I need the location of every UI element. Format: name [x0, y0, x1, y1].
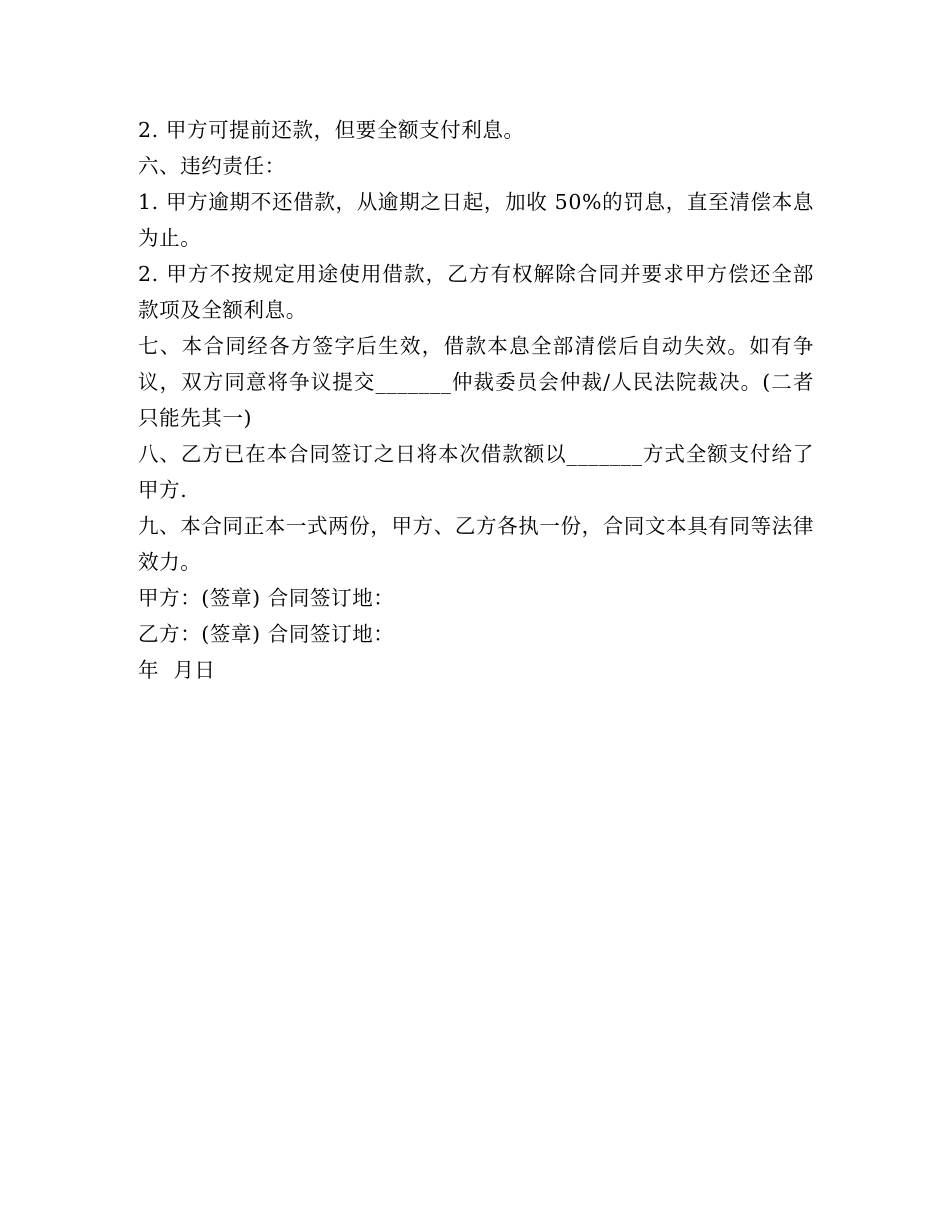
section-heading-breach-liability: 六、违约责任：: [138, 154, 286, 178]
clause-payment-method: 八、乙方已在本合同签订之日将本次借款额以_______方式全额支付给了甲方.: [138, 442, 814, 502]
signature-line-party-b: 乙方：(签章) 合同签订地：: [138, 622, 395, 646]
clause-effect-and-disputes: 七、本合同经各方签字后生效，借款本息全部清偿后自动失效。如有争议，双方同意将争议提交_______仲裁委员会仲裁/人民法院裁决。(二者只能先其一): [138, 334, 814, 430]
clause-overdue-penalty: 1. 甲方逾期不还借款，从逾期之日起，加收 50%的罚息，直至清偿本息为止。: [138, 190, 814, 250]
date-line: 年 月日: [138, 658, 216, 682]
clause-early-repayment: 2. 甲方可提前还款，但要全额支付利息。: [138, 118, 525, 142]
signature-line-party-a: 甲方：(签章) 合同签订地：: [138, 586, 395, 610]
clause-misuse-of-loan: 2. 甲方不按规定用途使用借款，乙方有权解除合同并要求甲方偿还全部款项及全额利息。: [138, 262, 814, 322]
clause-copies: 九、本合同正本一式两份，甲方、乙方各执一份，合同文本具有同等法律效力。: [138, 514, 814, 574]
document-body: [138, 112, 814, 688]
